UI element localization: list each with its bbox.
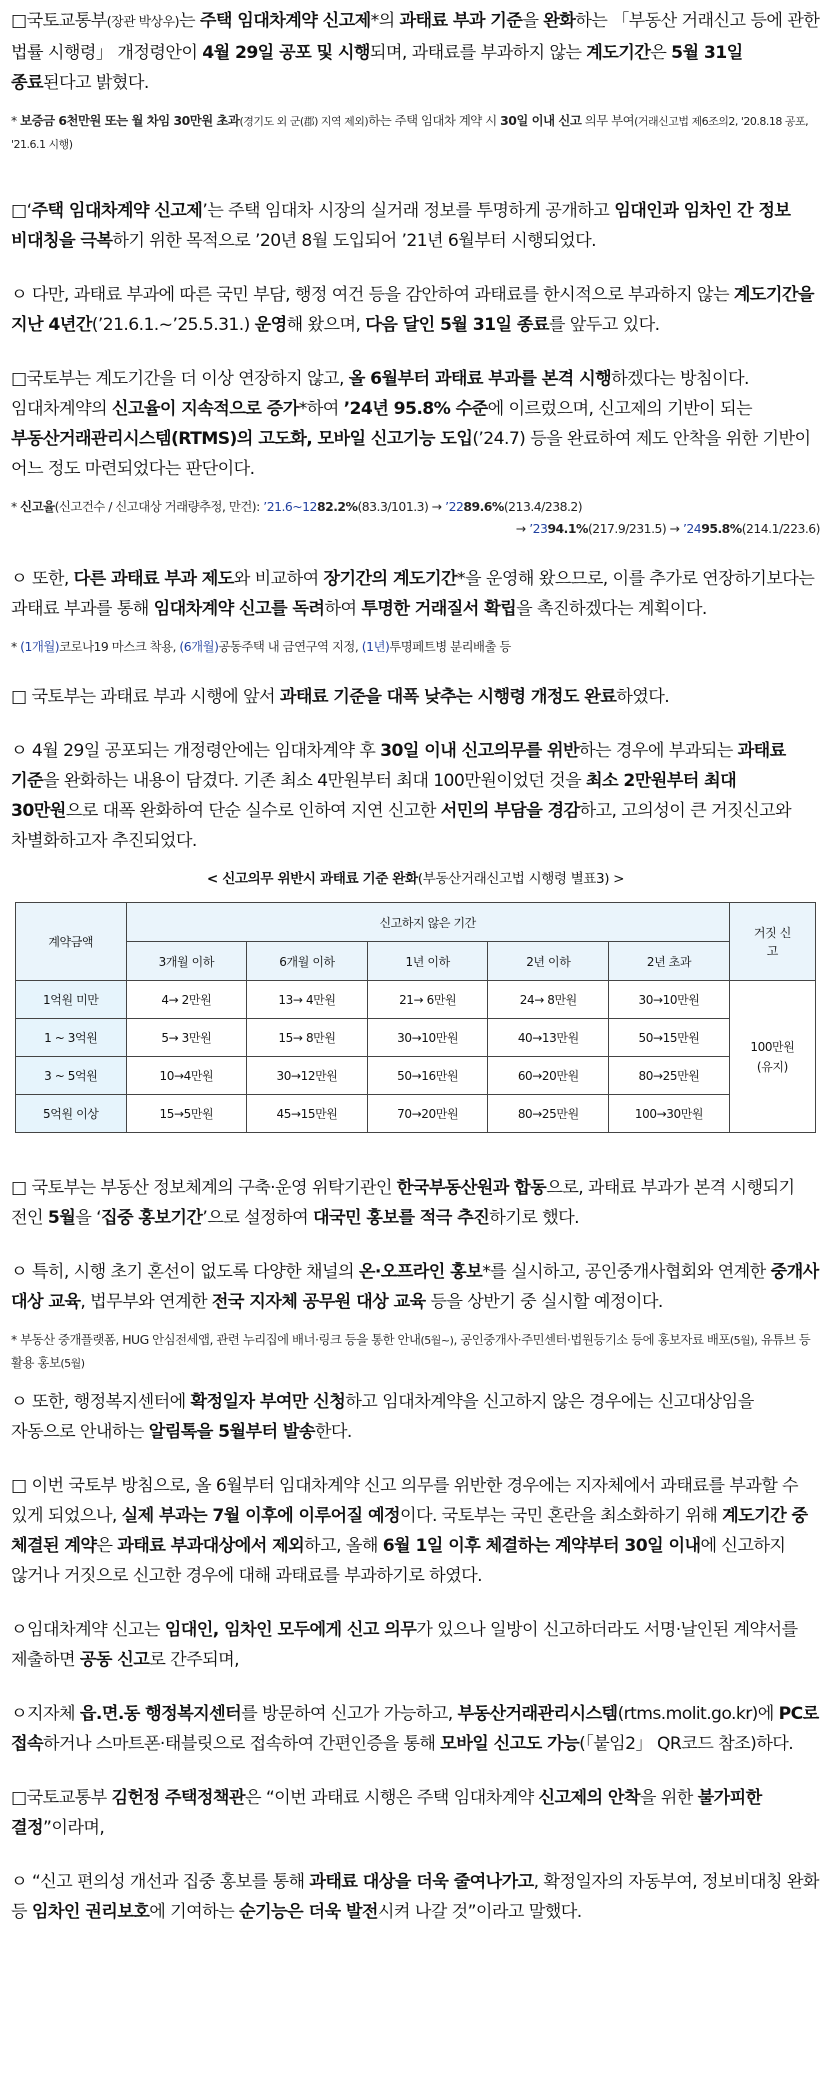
paragraph-closing-quote: ㅇ “신고 편의성 개선과 집중 홍보를 통해 과태료 대상을 더욱 줄여나가고, 확정일자의 자동부여, 정보비대칭 완화 등 임차인 권리보호에 기여하는 순기능은 더욱 발전시켜 나갈 것”이라고 말했다. [11,1872,819,1922]
period-header: 6개월 이하 [247,942,368,981]
table-cell: 70→20만원 [367,1095,488,1133]
paragraph-joint-report: ㅇ임대차계약 신고는 임대인, 임차인 모두에게 신고 의무가 있으나 일방이 신고하더라도 서명·날인된 계약서를 제출하면 공동 신고로 간주되며, [11,1620,798,1670]
table-cell: 15→5만원 [126,1095,247,1133]
header-unreported-period: 신고하지 않은 기간 [126,903,729,942]
footnote-examples: * (1개월)코로나19 마스크 착용, (6개월)공동주택 내 금연구역 지정, (1년)투명페트병 분리배출 등 [11,639,511,654]
minister-name: (장관 박상우) [106,15,179,30]
false-report-fine: 100만원 (유지) [729,981,815,1133]
table-cell: 60→20만원 [488,1057,609,1095]
table-cell: 80→25만원 [488,1095,609,1133]
paragraph-announcement: □국토교통부(장관 박상우)는 주택 임대차계약 신고제*의 과태료 부과 기준을 완화하는 「부동산 거래신고 등에 관한 법률 시행령」 개정령안이 4월 29일 공포 및 시행되며, 과태료를 부과하지 않는 계도기간은 5월 31일 종료된다고 밝혔다. [11,11,820,93]
table-row [16,981,816,1019]
table-row [16,1057,816,1095]
period-header: 2년 초과 [609,942,730,981]
fine-table [15,902,816,1133]
table-cell: 100→30만원 [609,1095,730,1133]
footnote-channels: * 부동산 중개플랫폼, HUG 안심전세앱, 관련 누리집에 배너·링크 등을 통한 안내(5월~), 공인중개사·주민센터·법원등기소 등에 홍보자료 배포(5월), 유튜브 등 활용 홍보(5월) [11,1332,811,1370]
table-cell: 10→4만원 [126,1057,247,1095]
table-period-row [16,942,816,981]
paragraph-promotion: □ 국토부는 부동산 정보체계의 구축·운영 위탁기관인 한국부동산원과 합동으로, 과태료 부과가 본격 시행되기 전인 5월을 ‘집중 홍보기간’으로 설정하여 대국민 홍보를 적극 추진하기로 했다. [11,1178,795,1228]
period-header: 3개월 이하 [126,942,247,981]
paragraph-alimtalk: ㅇ 또한, 행정복지센터에 확정일자 부여만 신청하고 임대차계약을 신고하지 않은 경우에는 신고대상임을 자동으로 안내하는 알림톡을 5월부터 발송한다. [11,1392,754,1442]
table-cell: 50→15만원 [609,1019,730,1057]
paragraph-education: ㅇ 특히, 시행 초기 혼선이 없도록 다양한 채널의 온·오프라인 홍보*를 실시하고, 공인중개사협회와 연계한 중개사 대상 교육, 법무부와 연계한 전국 지자체 공무원 대상 교육 등을 상반기 중 실시할 예정이다. [11,1262,819,1312]
table-cell: 30→10만원 [367,1019,488,1057]
table-cell: 40→13만원 [488,1019,609,1057]
paragraph-report-channels: ㅇ지자체 읍.면.동 행정복지센터를 방문하여 신고가 가능하고, 부동산거래관리시스템(rtms.molit.go.kr)에 PC로 접속하거나 스마트폰·태블릿으로 접속하여 간편인증을 통해 모바일 신고도 가능(「붙임2」 QR코드 참조)하다. [11,1704,819,1754]
period-header: 2년 이하 [488,942,609,981]
table-cell: 15→ 8만원 [247,1019,368,1057]
paragraph-fine-reduction: ㅇ 4월 29일 공포되는 개정령안에는 임대차계약 후 30일 이내 신고의무를 위반하는 경우에 부과되는 과태료 기준을 완화하는 내용이 담겼다. 기존 최소 4만원부터 최대 100만원이었던 것을 최소 2만원부터 최대 30만원으로 대폭 완화하여 단순 실수로 인하여 지연 신고한 서민의 부담을 경감하고, 고의성이 큰 거짓신고와 차별화하고자 추진되었다. [11,741,792,851]
table-caption: < 신고의무 위반시 과태료 기준 완화(부동산거래신고법 시행령 별표3) > [206,871,625,887]
box-bullet: □ [11,11,27,31]
paragraph-actual-imposition: □ 이번 국토부 방침으로, 올 6월부터 임대차계약 신고 의무를 위반한 경우에는 지자체에서 과태료를 부과할 수 있게 되었으나, 실제 부과는 7월 이후에 이루어질 예정이다. 국토부는 국민 혼란을 최소화하기 위해 계도기간 중 체결된 계약은 과태료 부과대상에서 제외하고, 올해 6월 1일 이후 체결하는 계약부터 30일 이내에 신고하지 않거나 거짓으로 신고한 경우에 대해 과태료를 부과하기로 하였다. [11,1476,808,1586]
table-cell: 30→12만원 [247,1057,368,1095]
table-cell: 45→15만원 [247,1095,368,1133]
footnote-report-rate-line2: → ’2394.1%(217.9/231.5) → ’2495.8%(214.1/223.6) [515,521,820,536]
table-cell: 21→ 6만원 [367,981,488,1019]
table-cell: 24→ 8만원 [488,981,609,1019]
paragraph-grace-period: ㅇ 다만, 과태료 부과에 따른 국민 부담, 행정 여건 등을 감안하여 과태료를 한시적으로 부과하지 않는 계도기간을 지난 4년간(’21.6.1.~’25.5.31.) 운영해 왔으며, 다음 달인 5월 31일 종료를 앞두고 있다. [11,285,814,335]
table-cell: 80→25만원 [609,1057,730,1095]
header-amount: 계약금액 [16,903,127,981]
paragraph-enforcement: □국토부는 계도기간을 더 이상 연장하지 않고, 올 6월부터 과태료 부과를 본격 시행하겠다는 방침이다. 임대차계약의 신고율이 지속적으로 증가*하여 ’24년 95.8% 수준에 이르렀으며, 신고제의 기반이 되는 부동산거래관리시스템(RTMS)의 고도화, 모바일 신고기능 도입(’24.7) 등을 완료하여 제도 안착을 위한 기반이 어느 정도 마련되었다는 판단이다. [11,369,811,479]
table-cell: 50→16만원 [367,1057,488,1095]
table-cell: 30→10만원 [609,981,730,1019]
paragraph-decree-revision: □ 국토부는 과태료 부과 시행에 앞서 과태료 기준을 대폭 낮추는 시행령 개정도 완료하였다. [11,687,670,707]
footnote-deposit: * 보증금 6천만원 또는 월 차임 30만원 초과(경기도 외 군(郡) 지역 제외)하는 주택 임대차 계약 시 30일 이내 신고 의무 부여(거래신고법 제6조의2, '20.8.18 공포, '21.6.1 시행) [11,113,809,151]
period-header: 1년 이하 [367,942,488,981]
footnote-report-rate: * 신고율(신고건수 / 신고대상 거래량추정, 만건): ’21.6~1282.2%(83.3/101.3) → ’2289.6%(213.4/238.2) [11,499,583,514]
paragraph-purpose: □‘주택 임대차계약 신고제’는 주택 임대차 시장의 실거래 정보를 투명하게 공개하고 임대인과 임차인 간 정보 비대칭을 극복하기 위한 목적으로 ’20년 8월 도입되어 ’21년 6월부터 시행되었다. [11,201,791,251]
paragraph-official-quote: □국토교통부 김헌정 주택정책관은 “이번 과태료 시행은 주택 임대차계약 신고제의 안착을 위한 불가피한 결정”이라며, [11,1788,762,1838]
table-cell: 5→ 3만원 [126,1019,247,1057]
table-row [16,1019,816,1057]
paragraph-comparison: ㅇ 또한, 다른 과태료 부과 제도와 비교하여 장기간의 계도기간*을 운영해 왔으므로, 이를 추가로 연장하기보다는 과태료 부과를 통해 임대차계약 신고를 독려하여 투명한 거래질서 확립을 촉진하겠다는 계획이다. [11,569,815,619]
row-label: 1 ~ 3억원 [16,1019,127,1057]
table-row [16,1095,816,1133]
header-false-report: 거짓 신고 [729,903,815,981]
table-cell: 13→ 4만원 [247,981,368,1019]
row-label: 5억원 이상 [16,1095,127,1133]
row-label: 1억원 미만 [16,981,127,1019]
row-label: 3 ~ 5억원 [16,1057,127,1095]
table-cell: 4→ 2만원 [126,981,247,1019]
